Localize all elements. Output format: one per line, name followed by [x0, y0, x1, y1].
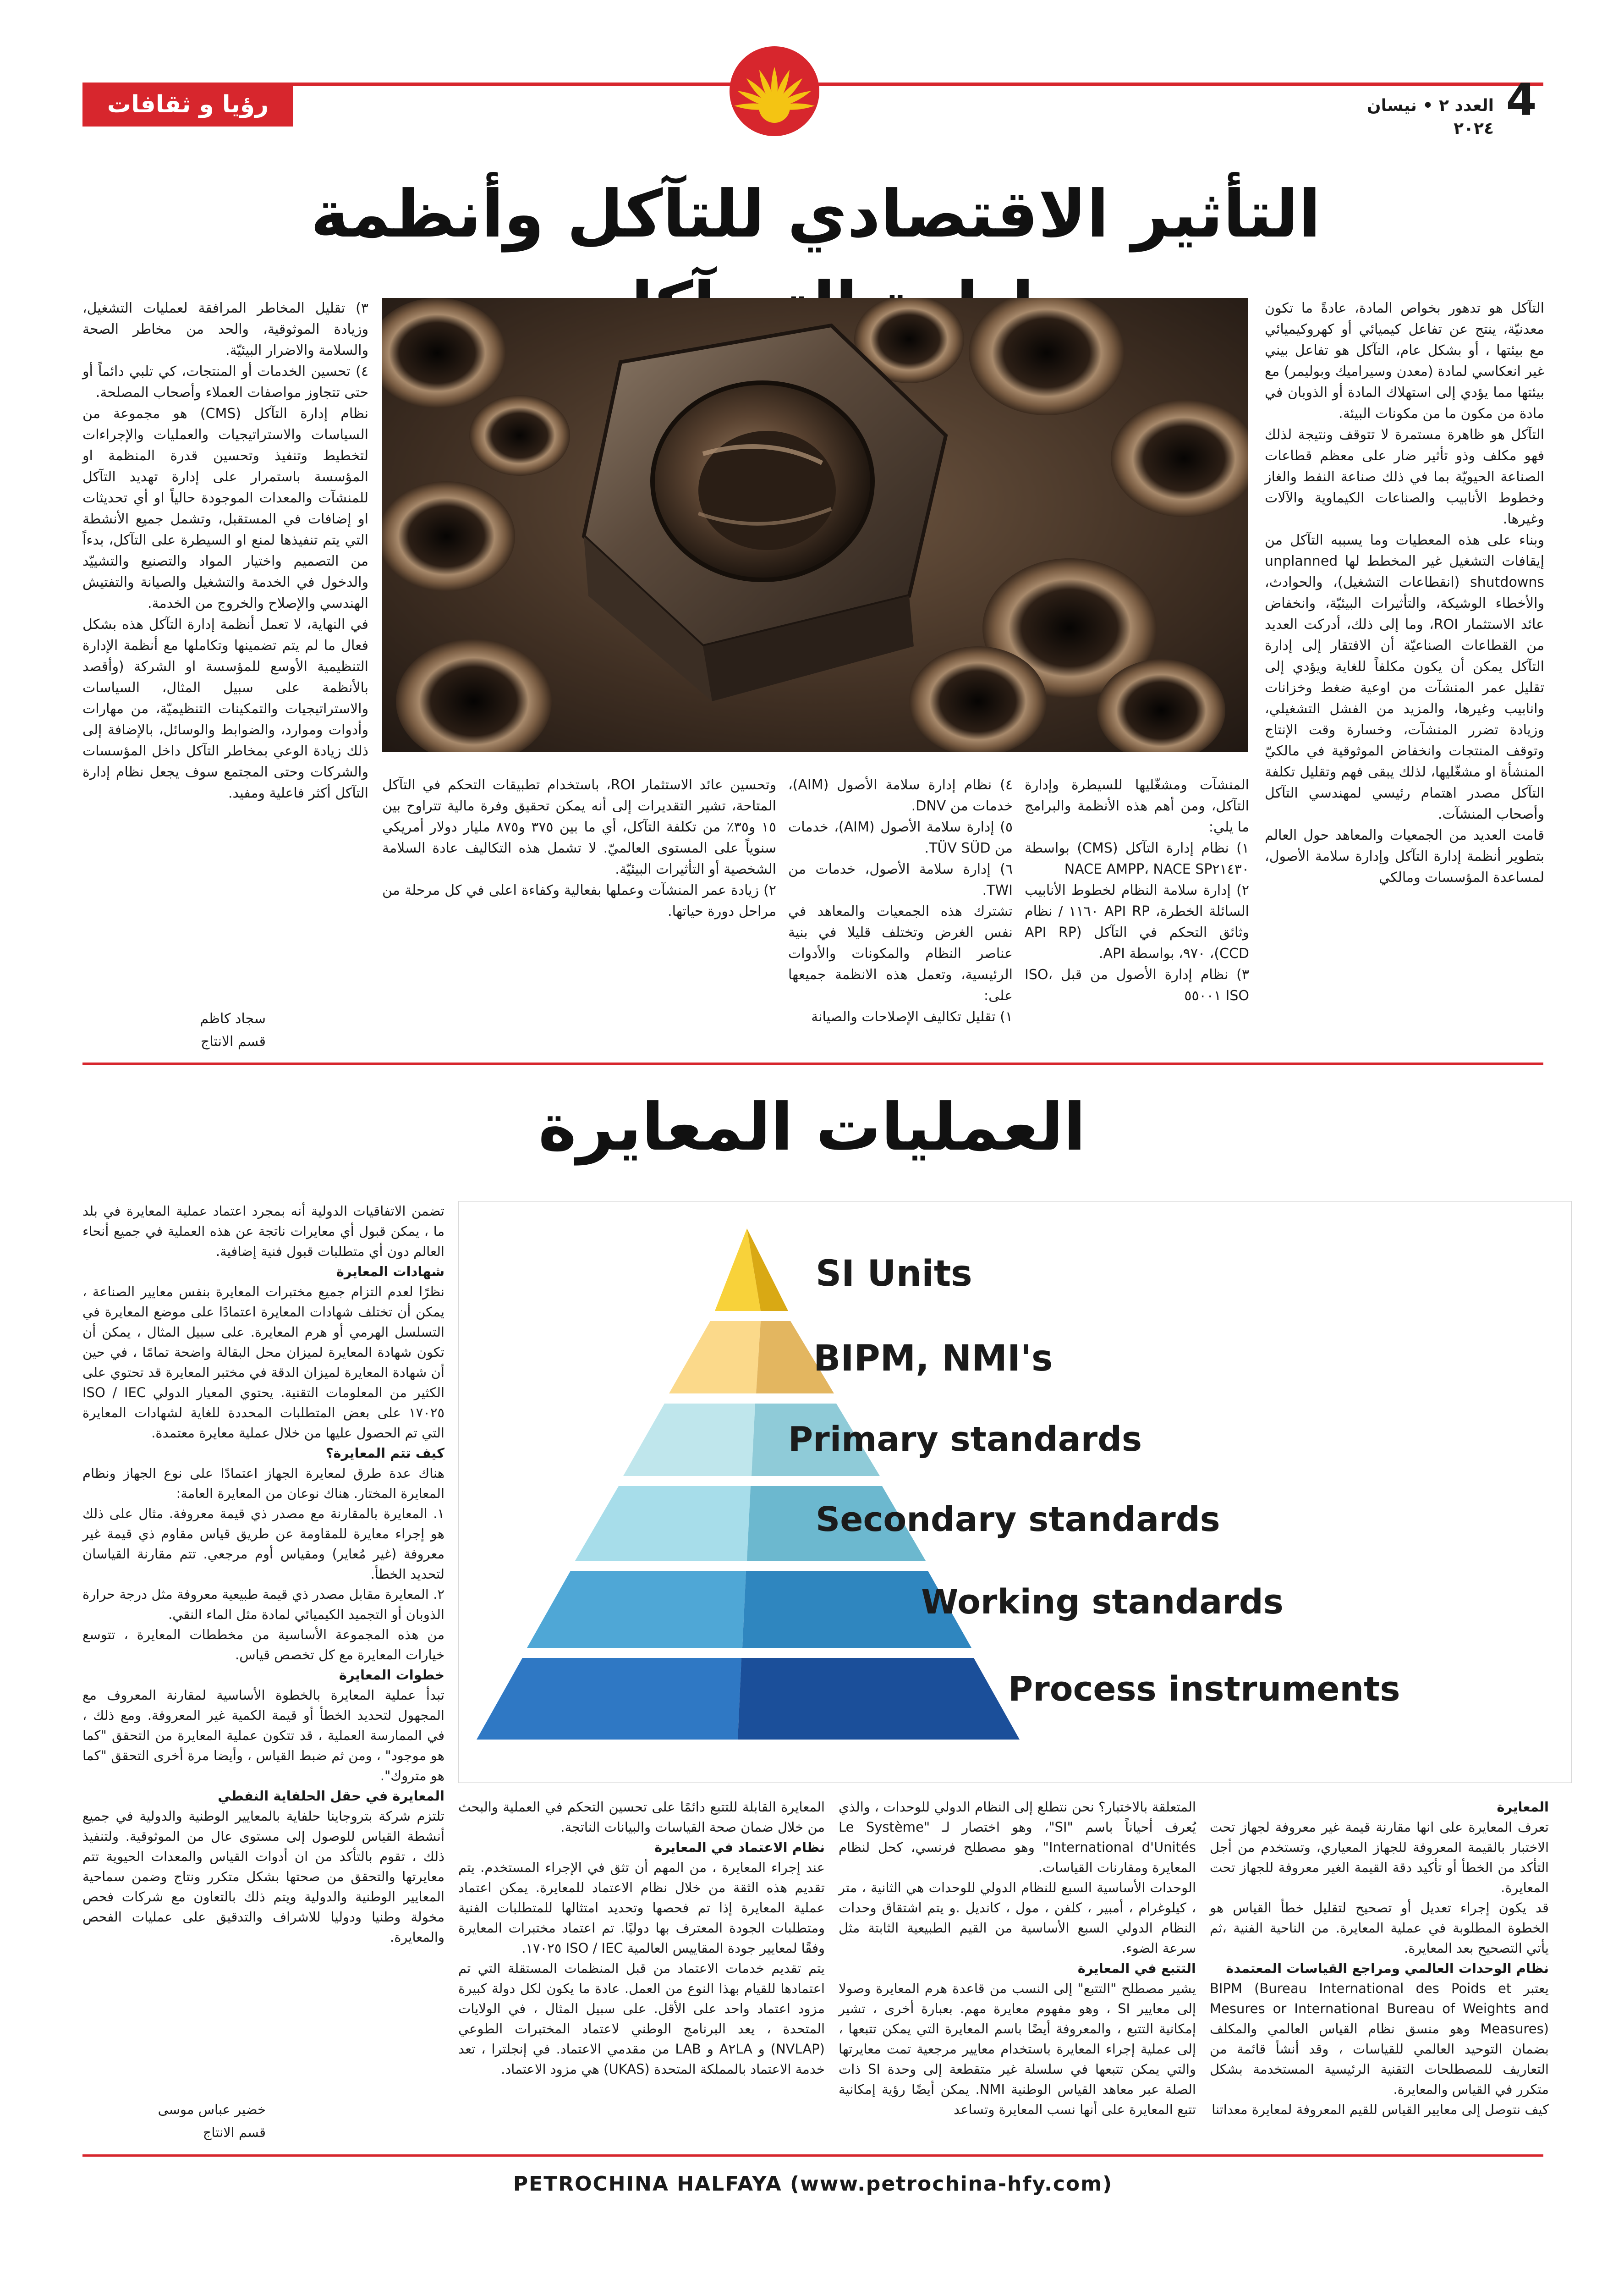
article2-column-left-top — [82, 1201, 444, 1947]
pyramid-label-process: Process instruments — [1008, 1669, 1400, 1709]
article1-column-right — [1265, 298, 1544, 888]
rusty-nuts-photo — [382, 298, 1248, 752]
paragraph: قد يكون إجراء تعديل أو تصحيح لتقليل خطأ القياس هو الخطوة المطلوبة في عملية المعايرة. من الناحية الفنية ،ثم يأتي التصحيح بعد المعايرة. — [1210, 1900, 1549, 1956]
paragraph: ١) تقليل تكاليف الإصلاحات والصيانة — [811, 1009, 1013, 1025]
petrochina-logo-icon — [729, 39, 820, 137]
subheading: المعايرة — [1497, 1799, 1549, 1815]
calibration-pyramid-diagram — [458, 1201, 1572, 1783]
paragraph: ٢) إدارة سلامة النظام لخطوط الأنابيب السائلة الخطرة، API RP ١١٦٠ / نظام وثائق التحكم في التآكل (API RP CCD)، ٩٧٠، بواسطة API. — [1025, 882, 1250, 962]
subheading: التتبع في المعايرة — [1077, 1960, 1196, 1976]
paragraph: تضمن الاتفاقيات الدولية أنه بمجرد اعتماد عملية المعايرة في بلد ما ، يمكن قبول أي معايرات ناتجة عن هذه العملية في جميع أنحاء العالم دون أي متطلبات قبول فنية إضافية. — [82, 1203, 444, 1259]
paragraph: تبدأ عملية المعايرة بالخطوة الأساسية لمقارنة المعروف مع المجهول لتحديد الخطأ أو قيمة الكمية غير المعروفة. ومع ذلك ، في الممارسة العملية ، قد تتكون عملية المعايرة من التحقق "كما هو موجود" ، ومن ثم ضبط القياس ، وأيضا مرة أخرى التحقق "كما هو متروك". — [82, 1687, 444, 1784]
paragraph: تشترك هذه الجمعيات والمعاهد في نفس الغرض وتختلف قليلا في بنية عناصر النظام والمكونات والأدوات الرئيسية، وتعمل هذه الانظمة جميعها على: — [788, 903, 1013, 1004]
paragraph: من هذه المجموعة الأساسية من مخططات المعايرة ، تتوسع خيارات المعايرة مع كل تخصص قياس. — [82, 1627, 444, 1663]
article1-column-b1 — [1025, 775, 1249, 1007]
paragraph: وبناء على هذه المعطيات وما يسببه التآكل من إيقافات التشغيل غير المخطط لها unplanned shutdowns (انقطاعات التشغيل)، والحوادث، والأخطاء الوشيكة، والتأثيرات البيئيّة، وانخفاض عائد الاستثمار ROI، وما إلى ذلك، أدركت العديد من القطاعات الصناعيّة أن الافتقار إلى إدارة التآكل يمكن أن يكون مكلفاً للغاية ويؤدي إلى تقليل عمر المنشآت من اوعية ضغط وخزانات وانابيب وغيرها، والمزيد من الفشل التشغيلي، وزيادة تضرر المنشآت، وخسارة وقت الإنتاج وتوقف المنتجات وانخفاض الموثوقية في مالكيّ المنشأة او مشغّليها، لذلك يبقى فهم وتقليل تكلفة التآكل مصدر اهتمام رئيسي لمهندسي التآكل وأصحاب المنشآت. — [1265, 532, 1544, 822]
article1-department: قسم الانتاج — [201, 1034, 266, 1050]
page-number: 4 — [1506, 74, 1537, 126]
paragraph: تلتزم شركة بتروجاينا حلفاية بالمعايير الوطنية والدولية في جميع أنشطة القياس للوصول إلى مستوى عال من الموثوقية. ولتنفيذ ذلك ، تقوم بالتأكد من ان أدوات القياس والمعدات الحيوية تتم معايرتها والتحقق من صحتها بشكل متكرر ونتاج وضمن سماحية المعايير الوطنية والدولية ويتم ذلك بالتعاون مع شركات فحص مخولة وطنيا ودوليا للاشراف والتدقيق على عمليات الفحص والمعايرة. — [82, 1808, 444, 1945]
paragraph: المعايرة القابلة للتتبع دائمًا على تحسين التحكم في العملية والبحث من خلال ضمان صحة القياسات والبيانات الناتجة. — [458, 1799, 825, 1835]
paragraph: نظرًا لعدم التزام جميع مختبرات المعايرة بنفس معايير الصناعة ، يمكن أن تختلف شهادات المعايرة اعتمادًا على موضع المعايرة في التسلسل الهرمي أو هرم المعايرة. على سبيل المثال ، يمكن أن تكون شهادة المعايرة لميزان محل البقالة واضحة تمامًا ، في حين أن شهادة المعايرة لميزان الدقة في مختبر المعايرة قد تحتوي على الكثير من المعلومات التقنية. يحتوي المعيار الدولي ISO / IEC ١٧٠٢٥ على بعض المتطلبات المحددة للغاية لشهادات المعايرة التي تم الحصول عليها من خلال عملية معايرة معتمدة. — [82, 1284, 445, 1441]
footer-rule — [82, 2154, 1543, 2157]
paragraph: ٦) إدارة سلامة الأصول، خدمات من TWI. — [788, 861, 1013, 898]
article2-title: العمليات المعايرة — [538, 1090, 1086, 1165]
paragraph: ١) نظام إدارة التآكل (CMS) بواسطة NACE AMPP، NACE SP٢١٤٣٠ — [1025, 840, 1249, 877]
article2-column-2 — [839, 1797, 1196, 2120]
paragraph: يتم تقديم خدمات الاعتماد من قبل المنظمات المستقلة التي تم اعتمادها للقيام بهذا النوع من العمل. عادة ما يكون لكل دولة كبيرة مزود اعتماد واحد على الأقل. على سبيل المثال ، في الولايات المتحدة ، يعد البرنامج الوطني لاعتماد المختبرات الطوعي (NVLAP) و A٢LA و LAB من مقدمي الاعتماد. في إنجلترا ، تعد خدمة الاعتماد بالمملكة المتحدة (UKAS) هي مزود الاعتماد. — [458, 1960, 825, 2077]
paragraph: عند إجراء المعايرة ، من المهم أن تثق في الإجراء المستخدم. يتم تقديم هذه الثقة من خلال نظام الاعتماد للمعايرة. يمكن اعتماد عملية المعايرة إذا تم فحصها وتحديد امتثالها للمتطلبات الفنية ومتطلبات الجودة المعترف بها دوليًا. تم اعتماد مختبرات المعايرة وفقًا لمعايير جودة المقاييس العالمية ISO / IEC ١٧٠٢٥. — [458, 1860, 825, 1956]
paragraph: الوحدات الأساسية السبع للنظام الدولي للوحدات هي الثانية ، متر ، كيلوغرام ، أمبير ، كلفن ، مول ، كانديل .و يتم اشتقاق وحدات النظام الدولي السبع الأساسية من القيم الطبيعية الثابتة مثل سرعة الضوء. — [839, 1880, 1196, 1956]
subheading: كيف تتم المعايرة؟ — [325, 1445, 444, 1461]
subheading: نظام الوحدات العالمي ومراجع القياسات المعتمدة — [1226, 1960, 1549, 1976]
paragraph: كيف نتوصل إلى معايير القياس للقيم المعروفة لمعايرة معداتنا — [1212, 2102, 1549, 2117]
article-divider — [82, 1063, 1543, 1065]
background-nut-ring — [382, 481, 515, 591]
article2-author: خضير عباس موسى — [158, 2102, 266, 2117]
paragraph: ٢) زيادة عمر المنشآت وعملها بفعالية وكفاءة اعلى في كل مرحلة من مراحل دورة حياتها. — [382, 882, 776, 920]
paragraph: نظام إدارة التآكل (CMS) هو مجموعة من السياسات والاستراتيجيات والعمليات والإجراءات لتخطيط وتنفيذ وتحسين قدرة المنظمة او المؤسسة باستمرار على إدارة تهديد التآكل للمنشآت والمعدات الموجودة حالياً او أي تحديثات او إضافات في المستقبل، وتشمل جميع الأنشطة التي يتم تنفيذها لمنع او السيطرة على التآكل، بدءاً من التصميم واختيار المواد والتصنيع والتشييّد والدخول في الخدمة والتشغيل والصيانة والتفتيش الهندسي والإصلاح والخروج من الخدمة. — [82, 406, 368, 611]
paragraph: تعرف المعايرة على انها مقارنة قيمة غير معروفة لجهاز تحت الاختبار بالقيمة المعروفة للجهاز المعياري، وتستخدم من أجل التأكد من الخطأ أو تأكيد دقة القيمة الغير معروفة للجهاز تحت المعايرة. — [1210, 1819, 1549, 1895]
article1-column-b2 — [788, 775, 1013, 1028]
paragraph: قامت العديد من الجمعيات والمعاهد حول العالم بتطوير أنظمة إدارة التآكل وإدارة سلامة الأصول، لمساعدة المؤسسات ومالكي — [1265, 827, 1544, 886]
background-nut-ring — [909, 646, 1047, 752]
article1-title: التأثير الاقتصادي للتآكل وأنظمة — [310, 176, 1321, 252]
article1-author: سجاد كاظم — [200, 1011, 266, 1027]
article2-column-3 — [458, 1797, 825, 2079]
subheading: نظام الاعتماد في المعايرة — [654, 1839, 825, 1855]
paragraph: ٤) نظام إدارة سلامة الأصول (AIM)، خدمات من DNV. — [788, 777, 1013, 814]
footer-text: PETROCHINA HALFAYA (www.petrochina-hfy.com) — [513, 2172, 1113, 2196]
pyramid-label-primary: Primary standards — [788, 1420, 1142, 1459]
paragraph: ٣) نظام إدارة الأصول من قبل ISO، ISO ٥٥٠٠١ — [1025, 967, 1249, 1004]
subheading: المعايرة في حقل الحلفاية النفطي — [218, 1788, 444, 1804]
paragraph: التآكل هو تدهور بخواص المادة، عادةً ما تكون معدنيّة، ينتج عن تفاعل كيميائي أو كهروكيميائي مع بيئتها ، أو بشكل عام، التآكل هو تفاعل بيني غير انعكاسي لمادة (معدن وسيراميك وبوليمر) مع بيئتها مما يؤدي إلى استهلاك المادة أو الذوبان في مادة من مكون ما من مكونات البيئة. — [1265, 300, 1544, 422]
paragraph: ٤) تحسين الخدمات أو المنتجات، كي تلبي دائماً أو حتى تتجاوز مواصفات العملاء وأصحاب المصلحة. — [82, 363, 368, 401]
paragraph: المتعلقة بالاختبار؟ نحن نتطلع إلى النظام الدولي للوحدات ، والذي يُعرف أحياناً باسم "SI"، وهو اختصار لـ "Le Système International d'Unités" وهو مصطلح فرنسي، كحل لنظام المعايرة ومقارنات القياسات. — [839, 1799, 1196, 1875]
paragraph: وتحسين عائد الاستثمار ROI، باستخدام تطبيقات التحكم في التآكل المتاحة، تشير التقديرات إلى أنه يمكن تحقيق وفرة مالية تتراوح بين ١٥ و٣٥٪ من تكلفة التآكل، أي ما بين ٣٧٥ و٨٧٥ مليار دولار أمريكي سنوياً على المستوى العالميّ. لا تشمل هذه التكاليف عادة السلامة الشخصية أو التأثيرات البيئيّة. — [382, 777, 776, 877]
subheading: شهادات المعايرة — [336, 1264, 444, 1279]
paragraph: هناك عدة طرق لمعايرة الجهاز اعتمادًا على نوع الجهاز ونظام المعايرة المختار. هناك نوعان من المعايرة العامة: — [82, 1465, 444, 1501]
paragraph: ٣) تقليل المخاطر المرافقة لعمليات التشغيل، وزيادة الموثوقية، والحد من مخاطر الصحة والسلامة والاضرار البيئيّة. — [82, 300, 368, 358]
paragraph: ١. المعايرة بالمقارنة مع مصدر ذي قيمة معروفة. مثال على ذلك هو إجراء معايرة للمقاومة عن طريق قياس مقاوم ذي قيمة غير معروفة (غير مُعاير) ومقياس أوم مرجعي. تتم مقارنة القياسان لتحديد الخطأ. — [82, 1506, 444, 1582]
paragraph: في النهاية، لا تعمل أنظمة إدارة التآكل هذه بشكل فعال ما لم يتم تضمينها وتكاملها مع أنظمة الإدارة التنظيمية الأوسع للمؤسسة او الشركة (وأقصد بالأنظمة على سبيل المثال، السياسات والاستراتيجيات والتمكينات التنظيميّة، من مهارات وأدوات وموارد، والضوابط والوسائل، بالإضافة إلى ذلك زيادة الوعي بمخاطر التآكل داخل المؤسسات والشركات وحتى المجتمع سوف يجعل نظام إدارة التآكل أكثر فاعلية ومفيد. — [82, 617, 368, 801]
pyramid-label-secondary: Secondary standards — [816, 1500, 1220, 1539]
issue-info: العدد ٢ • نيسان ٢٠٢٤ — [1366, 96, 1494, 138]
pyramid-label-si-units: SI Units — [816, 1253, 972, 1294]
pyramid-label-working: Working standards — [921, 1582, 1284, 1622]
section-title: رؤيا و ثقافات — [107, 91, 269, 118]
section-banner — [82, 83, 293, 127]
article2-department: قسم الانتاج — [203, 2125, 266, 2140]
background-nut-ring — [469, 395, 570, 476]
pyramid-label-bipm: BIPM, NMI's — [813, 1338, 1053, 1379]
article2-column-1 — [1210, 1797, 1549, 2120]
article1-column-b3 — [382, 775, 776, 922]
paragraph: التآكل هو ظاهرة مستمرة لا تتوقف ونتيجة لذلك فهو مكلف وذو تأثير ضار على معظم قطاعات الصناعة الحيويّة بما في ذلك صناعة النفط والغاز وخطوط الأنابيب والصناعات الكيماوية والآلات وغيرها. — [1265, 427, 1544, 527]
subheading: خطوات المعايرة — [339, 1667, 444, 1683]
paragraph: يعتبر BIPM (Bureau International des Poids et Mesures or International Bureau of Weights and Measures) وهو منسق نظام القياس العالمي والمكلف بضمان التوحيد العالمي للقياسات ، وقد أنشأ قائمة من التعاريف للمصطلحات التقنية الرئيسية المستخدمة بشكل متكرر في القياس والمعايرة. — [1210, 1981, 1549, 2097]
paragraph: ٥) إدارة سلامة الأصول (AIM)، خدمات من TÜV SÜD. — [788, 819, 1013, 856]
article1-column-left — [82, 298, 368, 804]
paragraph: ٢. المعايرة مقابل مصدر ذي قيمة طبيعية معروفة مثل درجة حرارة الذوبان أو التجميد الكيميائي لمادة مثل الماء النقي. — [82, 1586, 444, 1622]
paragraph: المنشآت ومشغّليها للسيطرة وإدارة التآكل، ومن أهم هذه الأنظمة والبرامج ما يلي: — [1025, 777, 1249, 835]
paragraph: يشير مصطلح "التتبع" إلى النسب من قاعدة هرم المعايرة وصولا إلى معايير SI ، وهو مفهوم معايرة مهم. بعبارة أخرى ، تشير إمكانية التتبع ، والمعروفة أيضًا باسم المعايرة التي يمكن تتبعها ، إلى عملية إجراء المعايرة باستخدام معايير مرجعية تمت معايرتها والتي يمكن تتبعها في سلسلة غير متقطعة إلى وحدة SI ذات الصلة عبر معاهد القياس الوطنية NMI. يمكن أيضًا رؤية إمكانية تتبع المعايرة على أنها نسب المعايرة وتساعد — [839, 1981, 1196, 2117]
